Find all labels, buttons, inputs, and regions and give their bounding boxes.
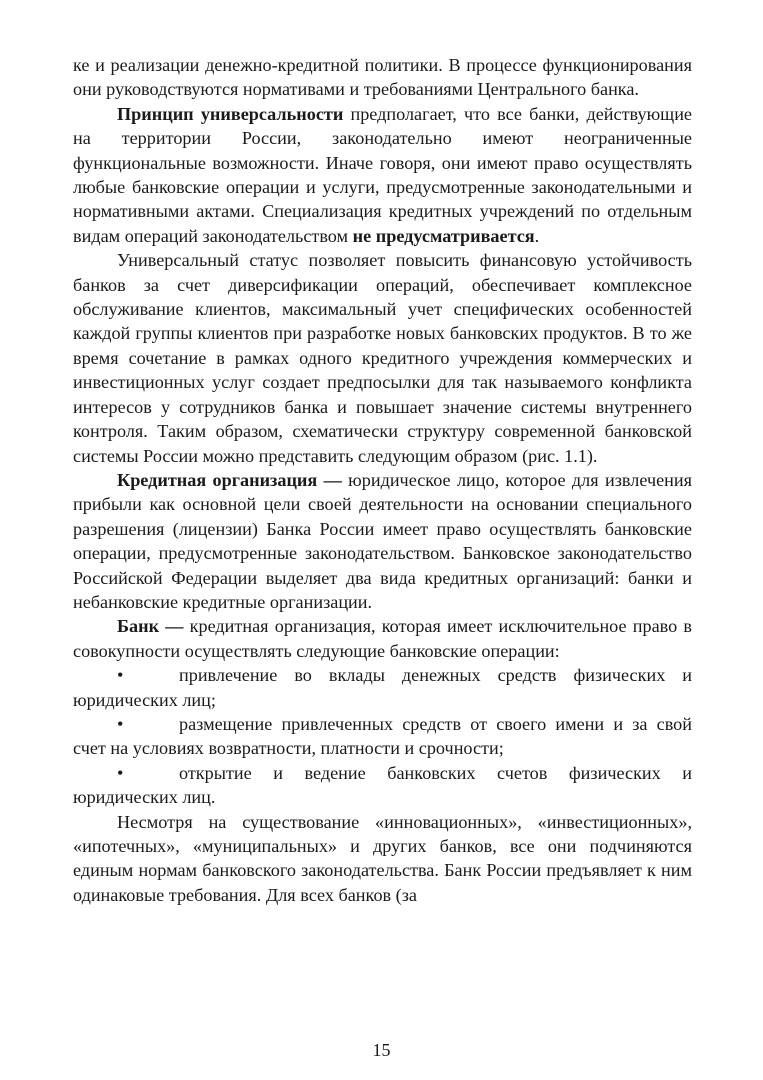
- bullet-icon: •: [117, 762, 124, 783]
- list-item-text: привлечение во вклады денежных средств физических и юридических лиц;: [73, 665, 692, 710]
- document-page: [73, 53, 692, 907]
- list-item: [73, 663, 692, 712]
- paragraph-universal-status: Универсальный статус позволяет повысить финансовую устойчивость банков за счет диверсификации операций, обеспечивает комплексное обслуживание клиентов, максимальный учет специфических особенностей каждой группы клиентов при разработке новых банковских продуктов. В то же время сочетание в рамках одного кредитного учреждения коммерческих и инвестиционных услуг создает предпосылки для так называемого конфликта интересов у сотрудников банка и повышает значение системы внутреннего контроля. Таким образом, схематически структуру современной банковской системы России можно представить следующим образом (рис. 1.1).: [73, 250, 692, 466]
- bullet-icon: •: [117, 665, 124, 686]
- paragraph-universality: [73, 102, 692, 248]
- term-bank: Банк —: [117, 616, 184, 637]
- bullet-icon: •: [117, 713, 124, 734]
- emphasis-not-provided: не предусматривается: [352, 225, 535, 246]
- list-item: [73, 712, 692, 761]
- paragraph-text: кредитная организация, которая имеет исключительное право в совокупности осуществлять следующие банковские операции:: [73, 616, 692, 661]
- paragraph-end: .: [534, 225, 540, 246]
- paragraph-credit-organization: [73, 468, 692, 614]
- list-item-text: размещение привлеченных средств от своего имени и за свой счет на условиях возвратности, платности и срочности;: [73, 713, 692, 759]
- term-universality: Принцип универсальности: [117, 103, 344, 124]
- paragraph-text: предполагает, что все банки, действующие на территории России, законодательно имеют неограниченные функциональные возможности. Иначе говоря, они имеют право осуществлять любые банковские операции и услуги, предусмотренные законодательными и нормативными актами. Специализация кредитных учреждений по отдельным видам операций законодательством: [73, 103, 692, 246]
- page-number: 15: [372, 1040, 391, 1060]
- list-item-text: открытие и ведение банковских счетов физических и юридических лиц.: [73, 762, 692, 808]
- term-credit-organization: Кредитная организация —: [117, 469, 342, 490]
- paragraph-bank-types: Несмотря на существование «инновационных», «инвестиционных», «ипотечных», «муниципальных» и других банков, все они подчиняются единым нормам банковского законодательства. Банк России предъявляет к ним одинаковые требования. Для всех банков (за: [73, 811, 692, 905]
- paragraph-bank: [73, 614, 692, 663]
- list-item: [73, 761, 692, 810]
- paragraph-continuation: ке и реализации денежно-кредитной политики. В процессе функционирования они руководствуются нормативами и требованиями Центрального банка.: [73, 55, 692, 100]
- paragraph-text: юридическое лицо, которое для извлечения прибыли как основной цели своей деятельности на основании специального разрешения (лицензии) Банка России имеет право осуществлять банковские операции, предусмотренные законодательством. Банковское законодательство Российской Федерации выделяет два вида кредитных организаций: банки и небанковские кредитные организации.: [73, 469, 692, 612]
